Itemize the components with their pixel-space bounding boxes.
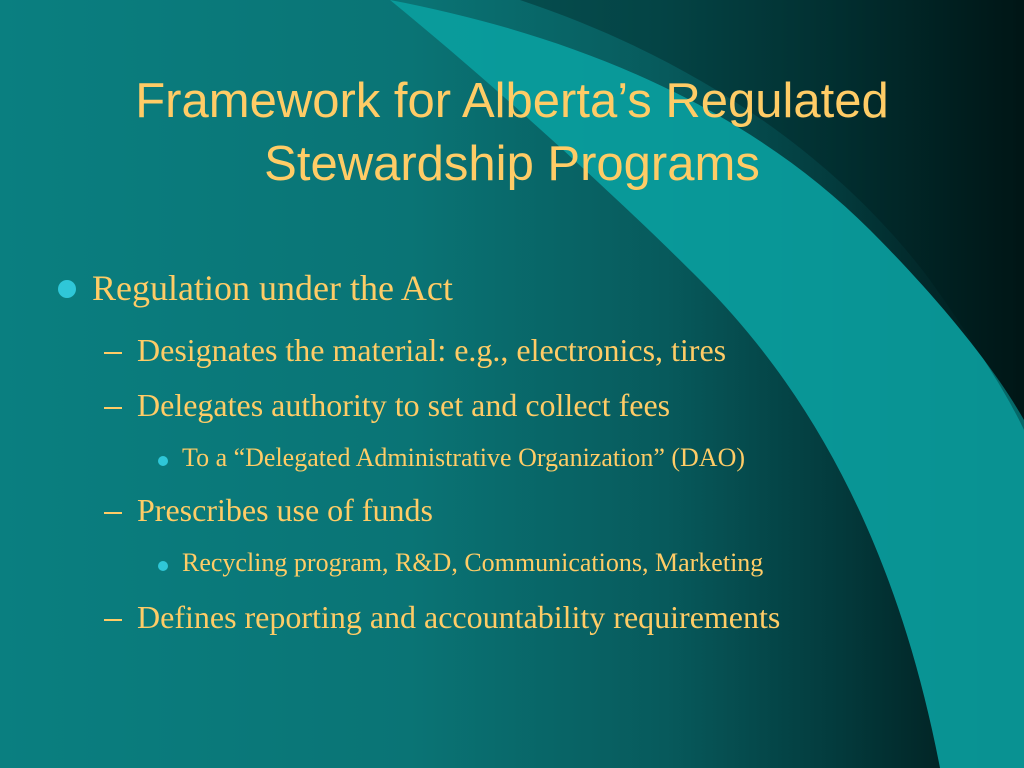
sub-bullet-dot-icon	[158, 561, 168, 571]
dash-icon	[104, 619, 122, 621]
bullet-dot-icon	[58, 280, 76, 298]
title-line-1: Framework for Alberta’s Regulated	[135, 74, 889, 128]
dash-icon	[104, 407, 122, 409]
bullet-defines: Defines reporting and accountability requirements	[137, 599, 781, 635]
bullet-prescribes: Prescribes use of funds	[137, 492, 433, 528]
dash-icon	[104, 512, 122, 514]
title-line-2: Stewardship Programs	[264, 137, 760, 191]
bullet-dao: To a “Delegated Administrative Organization” (DAO)	[182, 443, 746, 472]
sub-bullet-dot-icon	[158, 456, 168, 466]
bullet-delegates: Delegates authority to set and collect fees	[137, 387, 671, 423]
bullet-designates: Designates the material: e.g., electronics, tires	[137, 332, 727, 368]
dash-icon	[104, 352, 122, 354]
bullet-recycling: Recycling program, R&D, Communications, Marketing	[182, 548, 764, 577]
bullet-regulation: Regulation under the Act	[92, 268, 453, 308]
